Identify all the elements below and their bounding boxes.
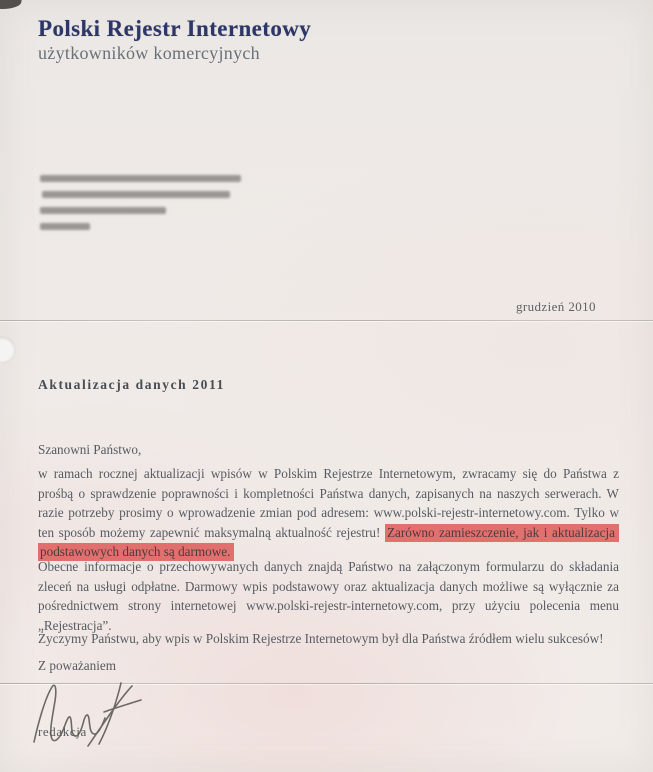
letterhead-subtitle: użytkowników komercyjnych (38, 43, 260, 63)
redacted-address-line (40, 207, 166, 214)
paper-fold-crease-top (0, 320, 653, 321)
valediction: Z poważaniem (38, 658, 116, 673)
letter-date: grudzień 2010 (516, 299, 596, 314)
body-paragraph-2: Obecne informacje o przechowywanych danych znajdą Państwo na załączonym formularzu do składania zleceń na usługi odpłatne. Darmowy wpis podstawowy oraz aktualizacja danych możliwe są wyłącznie za pośrednictwem strony internetowej www.polski-rejestr-internetowy.com, przy użyciu polecenia menu „Rejestracja”. (38, 559, 619, 633)
letterhead-title: Polski Rejestr Internetowy (38, 16, 312, 41)
handwritten-signature (24, 678, 174, 756)
signer-label: redakcja (38, 724, 87, 739)
signature-scrawl-icon (24, 678, 174, 756)
body-paragraph-1 (38, 464, 619, 562)
paragraph-1-text: w ramach rocznej aktualizacji wpisów w Polskim Rejestrze Internetowym, zwracamy się do Państwa z prośbą o sprawdzenie poprawności i kompletności Państwa danych, zapisanych na naszych serwerach. W razie potrzeby prosimy o wprowadzenie zmian pod adresem: www.polski-rejestr-internetowy.com. Tylko w ten sposób możemy zapewnić maksymalną aktualność rejestru! (38, 466, 619, 540)
paper-fold-crease-bottom (0, 683, 653, 684)
punch-hole (0, 337, 15, 362)
redacted-recipient-address (40, 175, 241, 239)
redacted-address-line (40, 175, 241, 182)
highlighted-text: Zarówno zamieszczenie, jak i aktualizacja podstawowych danych są darmowe. (38, 524, 619, 562)
salutation: Szanowni Państwo, (38, 442, 142, 457)
scan-corner-artifact (0, 0, 22, 9)
letter-subject: Aktualizacja danych 2011 (38, 377, 225, 392)
redacted-address-line (40, 223, 90, 230)
letterhead (38, 16, 311, 64)
body-paragraph-3: Życzymy Państwu, aby wpis w Polskim Rejestrze Internetowym był dla Państwa źródłem wielu sukcesów! (38, 631, 604, 646)
redacted-address-line (42, 191, 230, 198)
